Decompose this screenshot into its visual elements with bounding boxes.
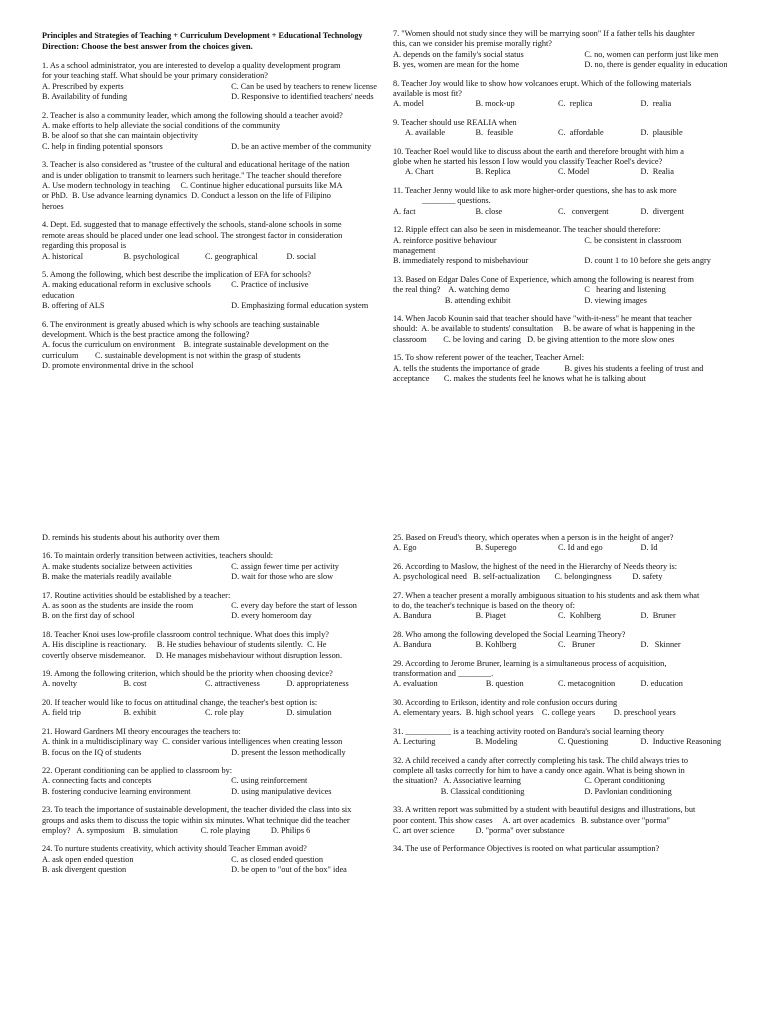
question-text: should: A. be available to students' consultation B. be aware of what is happening in the — [393, 324, 695, 334]
answer-option: A. connecting facts and concepts — [42, 776, 152, 786]
answer-option: C. attractiveness — [205, 679, 260, 689]
answer-option: D. viewing images — [584, 295, 647, 305]
question-text: C. art over science D. "porma" over substance — [393, 825, 565, 835]
answer-option: B. question — [475, 679, 524, 689]
question-text: for your teaching staff. What should be your primary consideration? — [42, 71, 268, 81]
question-item — [393, 756, 723, 798]
answer-option: B. focus on the IQ of students — [42, 747, 142, 757]
question-text: A. His discipline is reactionary. B. He studies behaviour of students silently. C. He — [42, 640, 327, 650]
question-item — [42, 669, 368, 690]
answer-option: B. mock-up — [475, 99, 515, 109]
question-text: 1. As a school administrator, you are interested to develop a quality development program — [42, 61, 341, 70]
question-item — [42, 110, 372, 153]
question-text: D. reminds his students about his authority over them — [42, 533, 220, 542]
question-item — [42, 61, 377, 103]
question-item — [42, 844, 368, 875]
directions: Direction: Choose the best answer from the choices given. — [42, 41, 253, 51]
option-row — [393, 737, 723, 747]
question-text: 16. To maintain orderly transition between activities, teachers should: — [42, 551, 274, 561]
option-row — [42, 776, 368, 786]
answer-option: B. attending exhibit — [393, 295, 511, 305]
question-text: 7. "Women should not study since they will be marrying soon" If a father tells his daughter — [393, 29, 695, 38]
answer-option: A. Prescribed by experts — [42, 81, 124, 91]
option-row — [393, 776, 723, 786]
answer-option: A. field trip — [42, 708, 81, 718]
question-text: A. make efforts to help alleviate the social conditions of the community — [42, 121, 281, 131]
answer-option: B. Modeling — [475, 737, 518, 747]
answer-option: A. fact — [393, 206, 416, 216]
question-text: A. think in a multidisciplinary way C. consider various intelligences when creating lesson — [42, 737, 343, 747]
answer-option: B. ask divergent question — [42, 865, 127, 875]
question-text: 4. Dept. Ed. suggested that to manage effectively the schools, stand-alone schools in some — [42, 220, 342, 230]
answer-option: A. depends on the family's social status — [393, 49, 524, 59]
question-item — [393, 844, 723, 854]
question-list — [42, 61, 377, 372]
question-text: 5. Among the following, which best describe the implication of EFA for schools? — [42, 269, 311, 279]
question-text: 22. Operant conditioning can be applied to classroom by: — [42, 765, 233, 775]
answer-option: C hearing and listening — [584, 285, 666, 295]
answer-option: D. realia — [640, 99, 672, 109]
option-row — [42, 611, 368, 621]
question-text: and is under obligation to transmit to learners such heritage." The teacher should therefore — [42, 170, 342, 180]
answer-option: B. immediately respond to misbehaviour — [393, 256, 529, 266]
answer-option: B. Availability of funding — [42, 92, 128, 102]
question-text: D. promote environmental drive in the school — [42, 361, 194, 371]
answer-option: C. affordable — [558, 128, 604, 138]
answer-option: D. social — [286, 251, 316, 261]
question-text: globe when he started his lesson I low would you classify Teacher Roel's device? — [393, 157, 663, 167]
question-text: 9. Teacher should use REALIA when — [393, 117, 517, 127]
option-row — [393, 679, 723, 689]
question-text: curriculum C. sustainable development is not within the grasp of students — [42, 350, 301, 360]
option-row — [393, 256, 723, 266]
question-text: 25. Based on Freud's theory, which operates when a person is in the height of anger? — [393, 533, 674, 542]
answer-option: C. Questioning — [558, 737, 609, 747]
answer-option: C. metacognition — [558, 679, 616, 689]
option-row — [42, 601, 368, 611]
option-row — [42, 92, 374, 102]
question-item — [42, 766, 368, 797]
answer-option: B. offering of ALS — [42, 301, 105, 311]
option-row — [393, 50, 723, 60]
question-item — [393, 630, 723, 651]
question-text: 3. Teacher is also considered as "trustee of the cultural and educational heritage of the nation — [42, 160, 350, 170]
page1-left-column — [42, 31, 377, 380]
question-text: transformation and ________. — [393, 669, 494, 679]
answer-option: D. be open to "out of the box" idea — [231, 865, 347, 875]
question-text: 2. Teacher is also a community leader, which among the following should a teacher avoid? — [42, 110, 343, 120]
option-row — [42, 572, 368, 582]
answer-option: C. Operant conditioning — [584, 776, 665, 786]
question-text: A. tells the students the importance of grade B. gives his students a feeling of trust and — [393, 363, 704, 373]
question-text: classroom C. be loving and caring D. be giving attention to the more slow ones — [393, 334, 675, 344]
question-item — [393, 533, 723, 554]
option-row — [393, 296, 723, 306]
option-row — [393, 787, 723, 797]
question-item — [42, 805, 368, 836]
question-text: A. Use modern technology in teaching C. Continue higher educational pursuits like MA — [42, 181, 343, 191]
answer-option: B. close — [475, 206, 503, 216]
question-text: to do, the teacher's technique is based on the theory of: — [393, 601, 575, 611]
question-text: 8. Teacher Joy would like to show how volcanoes erupt. Which of the following materials — [393, 78, 692, 88]
option-row — [393, 60, 728, 70]
question-item — [42, 727, 368, 758]
answer-option: D. Pavlonian conditioning — [584, 786, 672, 796]
question-text: 34. The use of Performance Objectives is rooted on what particular assumption? — [393, 844, 660, 854]
answer-option: B. exhibit — [123, 708, 157, 718]
answer-option: D. Responsive to identified teachers' needs — [231, 92, 374, 102]
question-text: 14. When Jacob Kounin said that teacher should have "with-it-ness" he meant that teacher — [393, 313, 692, 323]
answer-option: B. fostering conducive learning environment — [42, 786, 191, 796]
answer-option: C. role play — [205, 708, 244, 718]
answer-option: A. reinforce positive behaviour — [393, 235, 497, 245]
question-item — [393, 147, 723, 178]
question-text: employ? A. symposium B. simulation C. role playing D. Philips 6 — [42, 825, 311, 835]
question-text: B. be aloof so that she can maintain objectivity — [42, 131, 198, 141]
answer-option: D. plausible — [640, 128, 683, 138]
answer-option: D. appropriateness — [286, 679, 349, 689]
question-item — [393, 186, 723, 217]
question-text: 15. To show referent power of the teacher, Teacher Arnel: — [393, 353, 585, 363]
question-text: complete all tasks correctly for him to have a candy once again. What is being shown in — [393, 765, 685, 775]
answer-option: B. psychological — [123, 251, 180, 261]
question-item — [42, 160, 368, 212]
question-text: 31. ___________ is a teaching activity rooted on Bandura's social learning theory — [393, 726, 665, 736]
question-list — [393, 29, 728, 384]
answer-option: C. Practice of inclusive — [231, 280, 309, 290]
question-text: this, can we consider his premise morally right? — [393, 39, 552, 49]
answer-option: A. evaluation — [393, 679, 438, 689]
question-text: 26. According to Maslow, the highest of the need in the Hierarchy of Needs theory is: — [393, 561, 678, 571]
answer-option: C. Kohlberg — [558, 611, 601, 621]
answer-option: A. ask open ended question — [42, 854, 134, 864]
option-row — [42, 141, 372, 152]
question-text: poor content. This show cases A. art over academics B. substance over "porma" — [393, 815, 670, 825]
option-row — [42, 81, 377, 92]
question-text: covertly observe misdemeanor. D. He manages misbehaviour without disruption lesson. — [42, 650, 343, 660]
answer-option: D. divergent — [640, 206, 684, 216]
document-header: Principles and Strategies of Teaching + Curriculum Development + Educational Technology — [42, 31, 363, 40]
answer-option: A. Bandura — [393, 640, 432, 650]
question-text: regarding this proposal is — [42, 241, 127, 251]
question-item — [42, 220, 368, 262]
answer-option: D. present the lesson methodically — [231, 747, 346, 757]
question-text: management — [393, 245, 436, 255]
answer-option: A. historical — [42, 251, 84, 261]
question-text: 30. According to Erikson, identity and role confusion occurs during — [393, 697, 618, 707]
question-item — [393, 727, 723, 748]
answer-option: D. Skinner — [640, 640, 681, 650]
answer-option: B. Replica — [475, 167, 511, 177]
question-text: 17. Routine activities should be established by a teacher: — [42, 590, 231, 600]
answer-option: C. convergent — [558, 206, 609, 216]
question-text: A. elementary years. B. high school years C. college years D. preschool years — [393, 708, 676, 718]
question-text: 12. Ripple effect can also be seen in misdemeanor. The teacher should therefore: — [393, 225, 661, 235]
question-item — [42, 630, 368, 661]
question-item — [393, 118, 723, 139]
answer-option: C. using reinforcement — [231, 776, 308, 786]
question-text: ________ questions. — [393, 196, 491, 206]
question-text: 21. Howard Gardners MI theory encourages the teachers to: — [42, 726, 241, 736]
question-text: 32. A child received a candy after correctly completing his task. The child always tries to — [393, 755, 688, 765]
answer-option: C. assign fewer time per activity — [231, 561, 339, 571]
question-item — [42, 533, 368, 543]
answer-option: C. geographical — [205, 251, 258, 261]
answer-option: B. on the first day of school — [42, 611, 135, 621]
question-text: groups and asks them to discuss the topic within six minutes. What technique did the teacher — [42, 815, 350, 825]
question-item — [393, 591, 723, 622]
question-text: 28. Who among the following developed the Social Learning Theory? — [393, 629, 626, 639]
question-text: 33. A written report was submitted by a student with beautiful designs and illustrations, but — [393, 805, 696, 815]
question-item — [393, 562, 723, 583]
answer-option: D. Realia — [640, 167, 674, 177]
question-text: 10. Teacher Roel would like to discuss about the earth and therefore brought with him a — [393, 146, 684, 156]
option-row — [393, 285, 723, 295]
question-text: 11. Teacher Jenny would like to ask more higher-order questions, she has to ask more — [393, 185, 677, 195]
question-text: heroes — [42, 201, 64, 211]
answer-option: A. Ego — [393, 543, 417, 553]
question-item — [393, 659, 723, 690]
option-row — [42, 855, 368, 865]
question-text: 24. To nurture students creativity, which activity should Teacher Emman avoid? — [42, 844, 307, 854]
option-row — [42, 562, 368, 572]
option-row — [42, 748, 368, 758]
question-item — [393, 29, 728, 71]
question-text: 27. When a teacher present a morally ambiguous situation to his students and ask them what — [393, 590, 700, 600]
question-text: 18. Teacher Knoi uses low-profile classroom control technique. What does this imply? — [42, 629, 329, 639]
question-text: 13. Based on Edgar Dales Cone of Experience, which among the following is nearest from — [393, 274, 694, 284]
answer-option: B. feasible — [475, 128, 514, 138]
page2-right-column — [393, 533, 723, 863]
question-text: 23. To teach the importance of sustainable development, the teacher divided the class into six — [42, 805, 352, 815]
question-text: remote areas should be placed under one lead school. The strongest factor in consideration — [42, 230, 343, 240]
option-row — [393, 167, 723, 177]
answer-option: D. using manipulative devices — [231, 786, 332, 796]
answer-option: A. model — [393, 99, 424, 109]
answer-option: A. as soon as the students are inside the room — [42, 601, 194, 611]
answer-option: C. replica — [558, 99, 593, 109]
answer-option: A. Bandura — [393, 611, 432, 621]
page2-left-column — [42, 533, 368, 884]
question-text: 20. If teacher would like to focus on attitudinal change, the teacher's best option is: — [42, 697, 318, 707]
page1-right-column — [393, 29, 728, 392]
option-row — [42, 252, 368, 262]
answer-option: the situation? A. Associative learning — [393, 776, 521, 786]
option-row — [42, 708, 368, 718]
option-row — [393, 611, 723, 621]
answer-option: B. Kohlberg — [475, 640, 517, 650]
question-text: 19. Among the following criterion, which should be the priority when choosing device? — [42, 669, 333, 679]
answer-option: C. no, women can perform just like men — [584, 49, 719, 59]
option-row — [393, 543, 723, 553]
answer-option: C. as closed ended question — [231, 854, 324, 864]
question-item — [42, 591, 368, 622]
answer-option: D. education — [640, 679, 683, 689]
answer-option: C. Id and ego — [558, 543, 603, 553]
answer-option: D. count 1 to 10 before she gets angry — [584, 256, 711, 266]
question-item — [393, 353, 723, 384]
answer-option: B. Superego — [475, 543, 517, 553]
answer-option: B. yes, women are mean for the home — [393, 60, 520, 70]
answer-option: C. Can be used by teachers to renew license — [231, 81, 377, 91]
answer-option: D. Inductive Reasoning — [640, 737, 722, 747]
question-item — [42, 551, 368, 582]
question-text: A. psychological need B. self-actualization C. belongingness D. safety — [393, 572, 663, 582]
answer-option: A. novelty — [42, 679, 78, 689]
question-item — [393, 805, 723, 836]
answer-option: B. cost — [123, 679, 147, 689]
option-row — [393, 128, 723, 138]
option-row — [393, 99, 723, 109]
answer-option: B. make the materials readily available — [42, 572, 172, 582]
answer-option: A. Lecturing — [393, 737, 436, 747]
question-text: development. Which is the best practice among the following? — [42, 329, 250, 339]
question-text: 6. The environment is greatly abused which is why schools are teaching sustainable — [42, 319, 320, 329]
answer-option: C. Bruner — [558, 640, 595, 650]
answer-option: D. wait for those who are slow — [231, 572, 334, 582]
question-text: or PhD. B. Use advance learning dynamics D. Conduct a lesson on the life of Filipino — [42, 191, 331, 201]
option-row — [42, 280, 368, 290]
answer-option: B. Piaget — [475, 611, 506, 621]
question-item — [42, 698, 368, 719]
answer-option: D. Id — [640, 543, 658, 553]
question-item — [393, 698, 723, 719]
answer-option: D. simulation — [286, 708, 332, 718]
question-item — [393, 314, 723, 345]
answer-option: D. no, there is gender equality in education — [584, 60, 728, 70]
question-text: A. focus the curriculum on environment B. integrate sustainable development on the — [42, 340, 329, 350]
answer-option: D. Emphasizing formal education system — [231, 301, 369, 311]
answer-option: the real thing? A. watching demo — [393, 285, 510, 295]
question-list — [393, 533, 723, 855]
answer-option: D. Bruner — [640, 611, 676, 621]
answer-option: A. Chart — [393, 167, 434, 177]
answer-option: C. help in finding potential sponsors — [42, 141, 163, 151]
answer-option: C. be consistent in classroom — [584, 235, 682, 245]
question-text: 29. According to Jerome Bruner, learning is a simultaneous process of acquisition, — [393, 658, 667, 668]
answer-option: A. make students socialize between activities — [42, 561, 193, 571]
question-text: acceptance C. makes the students feel he knows what he is talking about — [393, 373, 646, 383]
question-item — [393, 79, 723, 110]
question-item — [393, 275, 723, 306]
option-row — [42, 301, 368, 311]
answer-option: C. Model — [558, 167, 590, 177]
question-item — [42, 320, 368, 372]
option-row — [393, 236, 723, 246]
question-text: education — [42, 290, 75, 300]
option-row — [393, 640, 723, 650]
answer-option: C. every day before the start of lesson — [231, 601, 357, 611]
answer-option: D. every homeroom day — [231, 611, 312, 621]
question-item — [393, 225, 723, 267]
answer-option: B. Classical conditioning — [393, 786, 525, 796]
option-row — [393, 207, 723, 217]
answer-option: A. available — [393, 128, 446, 138]
question-text: available is most fit? — [393, 89, 462, 99]
option-row — [42, 679, 368, 689]
question-list — [42, 533, 368, 876]
option-row — [42, 787, 368, 797]
question-item — [42, 270, 368, 312]
answer-option: A. making educational reform in exclusive schools — [42, 280, 211, 290]
option-row — [42, 865, 368, 875]
answer-option: D. be an active member of the community — [231, 141, 372, 151]
